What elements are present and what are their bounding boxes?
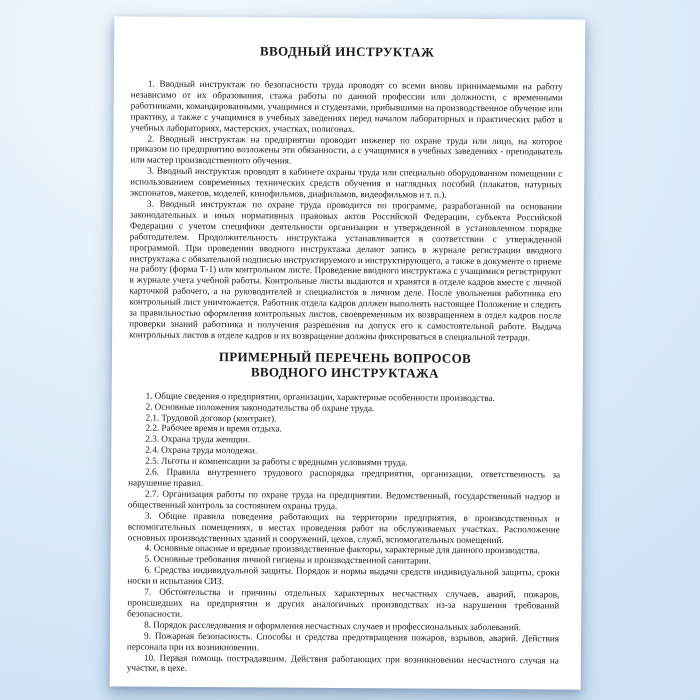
paragraph: 2. Вводный инструктаж на предприятии проводит инженер по охране труда или лицо, на которое приказом по предприятию возложены эти обязанности, а с учащимися в учебных заведениях - преподаватель или мастер производственного обучения. bbox=[130, 133, 563, 166]
paragraph: 3. Вводный инструктаж проводят в кабинете охраны труда или специально оборудованном помещении с использованием современных технических средств обучения и наглядных пособий (плакатов, натурных экспонатов, макетов, моделей, кинофильмов, диафильмов, видеофильмов и т. п.). bbox=[130, 165, 563, 200]
section-title: ПРИМЕРНЫЙ ПЕРЕЧЕНЬ ВОПРОСОВ ВВОДНОГО ИНСТРУКТАЖА bbox=[218, 348, 472, 381]
list-item: 10. Первая помощь пострадавшим. Действия работающих при возникновении несчастного случая на участке, в цехе. bbox=[126, 652, 559, 674]
document-page bbox=[110, 16, 586, 689]
list-item: 2.6. Правила внутреннего трудового распорядка предприятия, организации, ответственность за нарушение правил. bbox=[128, 466, 561, 488]
paragraph: 1. Вводный инструктаж по безопасности труда проводят со всеми вновь принимаемыми на работу независимо от их образования, стажа работы по данной профессии или должности, с временными работниками, командированными, учащимися и студентами, прибывшими на производственное обучение или практику, а также с учащимися в учебных заведениях перед началом лабораторных и практических работ в учебных лабораториях, мастерских, участках, полигонах. bbox=[130, 78, 563, 134]
list-item: 3. Общие правила поведения работающих на территории предприятия, в производственных и вспомогательных помещениях, в местах проведения работ на обслуживаемых участках. Расположение основных производственных зданий и сооружений, цехов, служб, вспомогательных помещений. bbox=[127, 510, 560, 545]
list-item: 8. Порядок расследования и оформления несчастных случаев и профессиональных заболеваний. bbox=[144, 619, 522, 632]
list-item: 4. Основные опасные и вредные производственные факторы, характерные для данного производства. bbox=[144, 543, 540, 556]
list-item: 2. Основные положения законодательства об охране труда. bbox=[145, 401, 375, 413]
list-item: 2.5. Льготы и компенсации за работы с вредными условиями труда. bbox=[145, 455, 408, 468]
list-item: 5. Основные требования личной гигиены и производственной санитарии. bbox=[144, 553, 432, 566]
list-item: 6. Средства индивидуальной защиты. Порядок и нормы выдачи средств индивидуальной защиты, сроки носки и испытания СИЗ. bbox=[127, 564, 560, 587]
list-item: 2.3. Охрана труда женщин. bbox=[145, 433, 251, 445]
list-item: 2.2. Рабочее время и время отдыха. bbox=[145, 423, 282, 435]
list-item: 2.7. Организация работы по охране труда на предприятии. Ведомственный, государственный надзор и общественный контроль за состоянием охраны труда. bbox=[127, 488, 561, 511]
list-item: 9. Пожарная безопасность. Способы и средства предотвращения пожаров, взрывов, аварий. Действия персонала при их возникновении. bbox=[126, 630, 560, 652]
paragraph: 3. Вводный инструктаж по охране труда проводится по программе, разработанной на основании законодательных и иных нормативных правовых актов Российской Федерации, субъекта Российской Федерации с учетом специфики деятельности организации и утвержденной в установленном порядке работодателем. Продолжительность инструктажа устанавливается в соответствии с утвержденной программой. При проведении вводного инструктажа делают запись в журнале регистрации вводного инструктажа с обязательной подписью инструктируемого и инструктирующего, а также в документе о приеме на работу (форма Т-1) или контрольном листе. Проведение вводного инструктажа с учащимися регистрируют в журнале учета учебной работы. Контрольные листы выдаются и хранятся в отделе кадров вместе с личной карточкой рабочего, а на руководителей и специалистов в личном деле. После увольнения работника его контрольный лист уничтожается. Работник отдела кадров должен выполнять настоящее Положение и следить за правильностью оформления контрольных листов, своевременным их возвращением в отдел кадров после проверки знаний работника и получения разрешения на допуск его к самостоятельной работе. Выдача контрольных листов в отделе кадров и их возвращение должны фиксироваться в специальной тетради. bbox=[129, 198, 563, 343]
list-item: 7. Обстоятельства и причины отдельных характерных несчастных случаев, аварий, пожаров, происшедших на предприятии и других аналогичных производствах из-за нарушения требований безопасности. bbox=[127, 586, 560, 619]
list-item: 2.1. Трудовой договор (контракт). bbox=[145, 412, 277, 424]
document-title: ВВОДНЫЙ ИНСТРУКТАЖ bbox=[259, 43, 435, 60]
list-item: 1. Общие сведения о предприятии, организации, характерные особенности производства. bbox=[145, 390, 495, 403]
list-item: 2.4. Охрана труда молодежи. bbox=[145, 444, 258, 456]
